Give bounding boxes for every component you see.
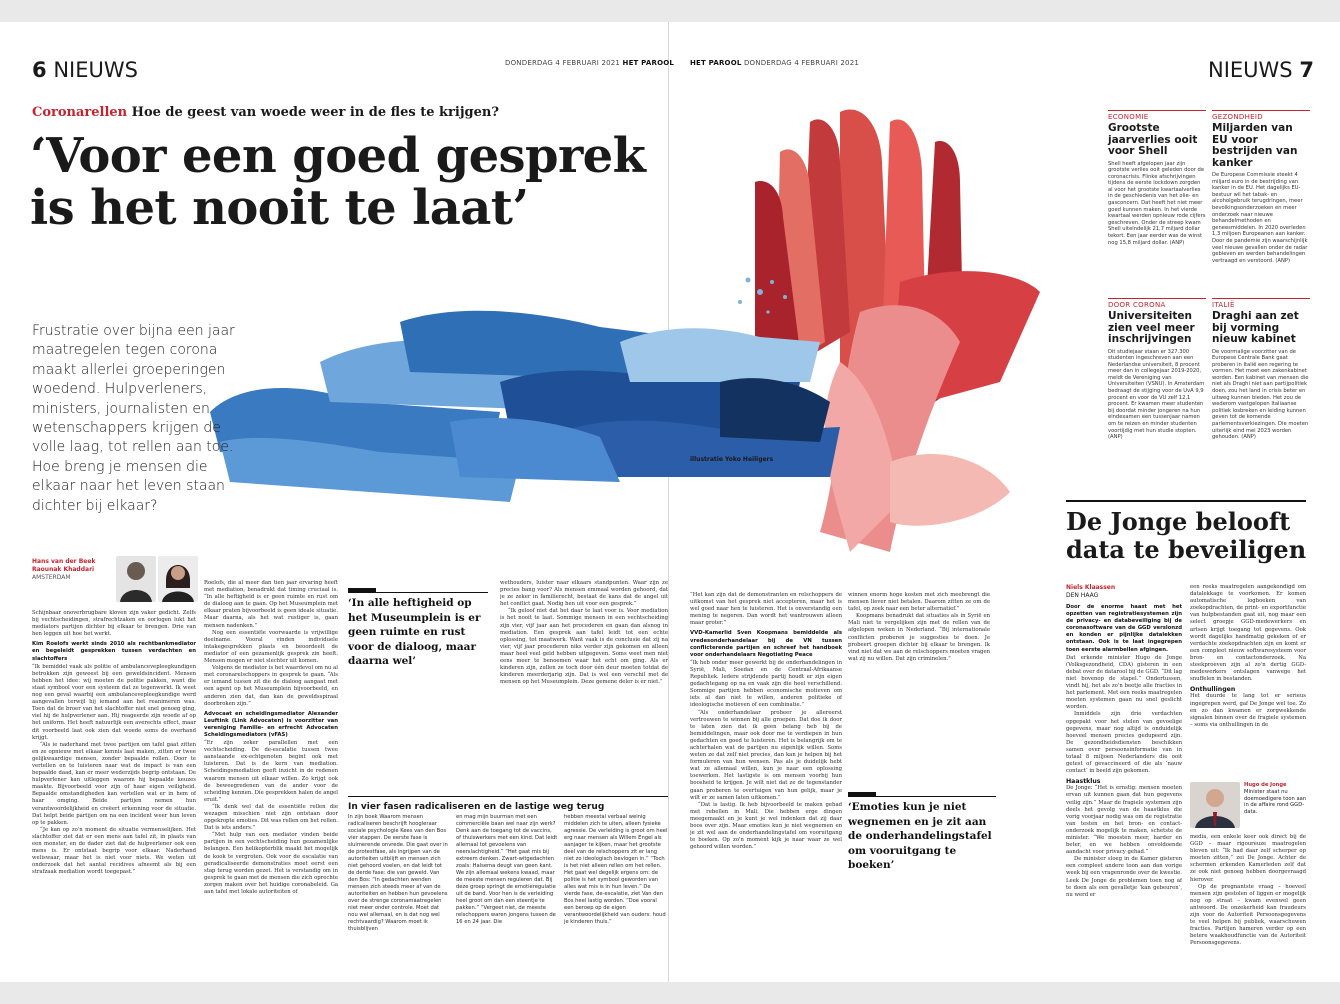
col2-paragraph-6: “Met hulp van een mediator vinden beide partijen in een vechtscheiding hun gezamenlijke belangen. Een helikopterblik maakt het mogelijk de kook te vergroten. Ook voor de escalatie van geradicaliseerde demonstraties moet eerst een stap terug worden gezet. Het is verstandig om in gesprek te gaan met de mensen die zich oprechte zorgen maken over het huidige coronabeleid. Ga aan tafel met lokale autoriteiten of [204,832,338,896]
col2-paragraph-4: “Er zijn zeker parallellen met een vechtscheiding. De de-escalatie tussen twee aanstaande ex-echtgenoten begint ook met luisteren. Dat is de kern van mediation. Scheidingsmediation geeft inzicht in de redenen waarom mensen uit elkaar willen. Zo krijgt ook de beweegredenen van de ander voor de scheiding kennen. Die gesprekken halen de angel eruit.” [204,740,338,803]
news-headline: Draghi aan zet bij vorming nieuw kabinet [1212,310,1299,345]
author-location: AMSTERDAM [32,574,71,581]
article-column-1 [32,610,196,978]
left-date: DONDERDAG 4 FEBRUARI 2021 [505,59,621,67]
col5-paragraph-1: winnen enorm hoge kosten met zich meebrengt die mensen liever niet betalen. Daarom zitten ze om de tafel, op zoek naar een beter alternatief.” [848,592,990,613]
col2-lead: Advocaat en scheidingsmediator Alexander Leuftink (Link Advocaten) is voorzitter van vereniging Familie- en erfrecht Advocaten Scheidingsmediators (vFAS) [204,710,338,738]
quote-1-text: ‘In alle heftigheid op het Museumplein is er geen ruimte en rust voor de dialoog, maar daarna wel’ [348,597,481,667]
col5-paragraph-2: Koopmans benadrukt dat situaties als in Syrië en Mali niet te vergelijken zijn met de rellen van de afgelopen weken in Nederland. “Bij internationale conflicten proberen je suggesties te doen. Je probeert groepen dichter bij elkaar te brengen. Ik vind niet dat we aan de relschoppers moeten vragen wat zij nu willen. Dat zijn criminelen.” [848,613,990,662]
right-date: DONDERDAG 4 FEBRUARI 2021 [743,59,860,67]
col4-paragraph-1: “Het kan zijn dat de demonstranten en relschoppers de uitkomst van het gesprek niet accepteren, maar het is wel goed naar hen te luisteren. Het is onverstandig een mening te negeren. Dan wordt het wantrouwen alleen maar groter.” [690,592,842,627]
col4-paragraph-3: “Als onderhandelaar probeer je allereerst vertrouwen te winnen bij alle groepen. Dat doe ik door te laten zien dat ik geen belang heb bij de bemiddelingen, maar ook door me te verdiepen in hun gedachten en goed te luisteren. Het is belangrijk om te achterhalen wat de partijen nu eigenlijk willen. Soms weten ze dat zelf niet precies, dan kan je helpen bij het formuleren van hun wensen. Pas als je duidelijk hebt wat ze allemaal willen, kun je naar een oplossing toewerken. Het lastigste is om mensen voorbij hun boosheid te krijgen. Je wilt niet dat ze de tegenstander gaan proberen te overtuigen van hun gelijk, maar je wilt er ze samen laten uitkomen.” [690,709,842,801]
author-1: Hans van der Beek [32,558,96,565]
col2-paragraph-2: Nog een essentiële voorwaarde is vrijwillige deelname. Vooral vinden individuele intakegesprekken plaats en beoordeelt de mediator of een gezamenlijk gesprek zin heeft. Mensen mogen er niet slechter uit komen. [204,629,338,665]
de-jonge-photo [1190,782,1240,828]
col4-paragraph-2: “Ik heb onder meer gewerkt bij de onderhandelingen in Syrië, Mali, Soedan en de Centraal-Afrikaanse Republiek. Iedere strijdende partij houdt er zijn eigen gedachtegang op na en vaak zijn die heel verschillend. Sommige partijen hebben economische motieven om iets al dan niet te willen, anderen politieke of ideologische motieven of een combinatie.” [690,659,842,709]
news-item-gezondheid [1212,110,1310,264]
col1-paragraph-1: Schijnbaar onoverbrugbare kloven zijn vaker gedicht. Zelfs bij vechtscheidingen, strafrechtzaken en oorlogen lukt het mediators partijen dichter bij elkaar te brengen. Drie van hen leggen uit hoe het werkt. [32,610,196,638]
col3-paragraph-2: “Ik geloof niet dat het daar te laat voor is. Voor mediation is het nooit te laat. Sommige mensen in een vechtscheiding zijn vier, vijf jaar aan het procederen en gaan dan alsnog in mediation. Een gesprek aan tafel leidt tot een echte oplossing, tot maatwerk. Want vaak is de conclusie dat zij na vier, vijf jaar procederen niks verder zijn gekomen en alleen maar heel veel geld hebben uitgegeven. Soms weet men niet eens meer te benoemen waar het echt om ging. Als er kinderen zijn, zullen ze toch door één deur moeten totdat de kinderen meerderjarig zijn. Dat is wel een verschil met de mensen op het Museumplein. Deze gemene deler is er niet.” [500,608,668,686]
newspaper-spread [0,22,1340,982]
left-page-number [32,58,138,82]
quote-2-text: ‘Emoties kun je niet wegnemen en je zit aan de onderhandelingstafel om vooruitgang te boeken’ [848,801,992,871]
jonge-headline-line-2: data te beveiligen [1066,535,1307,564]
article-column-3 [500,580,668,790]
right-page-number [1208,58,1314,82]
news-body: Dit studiejaar staan er 327.300 studenten ingeschreven aan een Nederlandse universiteit, 8 procent meer dan in collegejaar 2019-2020, meldt de Vereniging van Universiteiten (VSNU). In Amsterdam bedraagt de stijging voor de UvA 9,9 procent en voor de VU zelf 12,1 procent. Er kwamen meer studenten bij doordat minder jongeren na hun eindexamen een tussenjaar namen om te reizen en minder studenten voortijdig met hun studie stopten. (ANP) [1108,348,1205,441]
col1-lead: Kim Roelofs werkt sinds 2010 als rechtbankmediator en begeleidt gesprekken tussen verdachten en slachtoffers [32,641,196,662]
pull-quote-2 [848,796,996,873]
jonge-headline [1066,508,1316,564]
jonge-col2-paragraph-1: een reeks maatregelen aangekondigd om datalekkage te voorkomen. Er komen automatische logboeken van zoekopdrachten, de print- en exportfunctie van hulpbestanden gaat uit, nog maar een select groepje GGD-medewerkers en artsen krijgt toegang tot gegevens. Ook wordt dagelijks handmatig gekeken of er verdachte zoekopdrachten zijn en komt er een compleet nieuw softwaresysteem voor bron- en contactonderzoek. Na steekproeven zijn al zo'n dertig GGD-medewerkers ontslagen vanwege het snuffelen in bestanden. [1190,584,1306,683]
jonge-column-3 [1190,834,1306,978]
col2-paragraph-1: Roelofs, die al meer dan tien jaar ervaring heeft met mediation, benadrukt dat timing cruciaal is. “In alle heftigheid is er geen ruimte en rust om de dialoog aan te gaan. Op het Museumplein met elkaar praten bijvoorbeeld is geen ideale situatie. Maar daarna, als het wat rustiger is, gaan mensen nadenken.” [204,580,338,629]
author-2-photo [158,556,198,602]
blue-hands-group [210,311,840,502]
kicker-text: Hoe de geest van woede weer in de fles te krijgen? [131,105,499,120]
jonge-col2-paragraph-4: Op de pregnantste vraag – hoeveel mensen zijn gestolen of liggen er mogelijk nog op straat – kwam evenwel geen antwoord. De onzekerheid kan fraudeurs zijn voor de Autoriteit Persoonsgegevens te veel helpen bij publiek, waarschuwen fracties. Partijen hameren verder op een betere waakhoudfunctie van de Autoriteit Persoonsgegevens. [1190,883,1306,947]
box-column-2: en mag mijn buurman met een commerciële baan wel naar zijn werk? Denk aan de toegang tot de vaccins, of thuiswerkers met een kind. Dat leidt allemaal tot gevoelens van neerslachtigheid.” “Het gaat mis bij extreem denken. Zwart-witgedachten zoals: Halsema deugt van geen kant. We zijn allemaal wekens kwaad, maar de meeste mensen reguleren dat. Bij deze groep springt de emotieregulatie uit de band. Voor hen is de verleiding heel groot om dan een steentje te pakken.” “Vergeet niet, de meeste relschoppers waren jongens tussen de 16 en 24 jaar. Die [456,814,558,925]
right-page-num: 7 [1299,58,1314,82]
jonge-col1-paragraph-2: Inmiddels zijn drie verdachten opgepakt voor het stelen van gevoelige gegevens, maar nog altijd is onduidelijk hoeveel mensen precies gedupeerd zijn. De gezondheidsdiensten beschikken samen over persoonsinformatie van in totaal 8 miljoen Nederlanders die ooit getest of gevaccineerd of die als ‘nauw contact’ in beeld zijn gekomen. [1066,711,1182,775]
col4-lead: VVD-Kamerlid Sven Koopmans bemiddelde als vredesonderhandelaar bij de VN tussen conflicterende partijen en schreef het handboek voor onderhandelaars Negotiating Peace [690,630,842,658]
illustration-credit: illustratie Yoko Heiligers [690,456,774,463]
jonge-col2-paragraph-2: Het duurde te lang tot er serieus ingegrepen werd, gaf De Jonge wel toe. Zo en zo dan kwamen er zorgwekkende signalen binnen over de fragiele systemen – soms via onthullingen in de [1190,693,1306,728]
news-headline: Universiteiten zien veel meer inschrijvingen [1108,310,1195,345]
quote-bar [348,588,376,592]
jonge-top-rule [1066,500,1306,502]
article-intro: Frustratie over bijna een jaar maatregelen tegen corona maakt allerlei groeperingen woedend. Hulpverleners, ministers, journalisten en wetenschappers krijgen de volle laag, tot rellen aan toe. Hoe breng je mensen die elkaar naar het leven staan dichter bij elkaar? [32,323,235,514]
kicker-label: Coronarellen [32,105,128,120]
author-names [32,558,95,582]
article-column-4 [690,592,842,978]
col1-paragraph-4: “Je kan op zo'n moment de situatie vermenselijken. Het slachtoffer ziet dat er een mens aan tafel zit, in plaats van een monster, en de dader ziet dat de hulpverlener ook een mens is. Er ontstaat begrip voor elkaar. Naderhand weliswaar, maar het is niet voor niets. We weten uit onderzoek dat het aantal recidives afneemt als bij een strafzaak mediation wordt toegepast.” [32,826,196,876]
news-body: De voormalige voorzitter van de Europese Centrale Bank gaat proberen in Italië een regering te vormen. Het moet een zakenkabinet worden. Een kabinet van mensen die niet als Draghi niet aan partijpolitiek doen, zou het land in crisis beter en uitweg kunnen bieden. Het zou de wederom vastgelopen Italiaanse politiek losbreken en leiding kunnen geven tot de komende parlementsverkiezingen. Die moeten uiterlijk eind mei 2023 worden gehouden. (ANP) [1212,348,1309,441]
jonge-byline [1066,584,1115,600]
jonge-column-1 [1066,604,1182,978]
jonge-subhead-1: Haastklus [1066,778,1101,786]
headline-line-2: is het nooit te laat’ [30,180,529,236]
left-page-num: 6 [32,58,47,82]
jonge-col1-paragraph-1: Dat erkende minister Hugo de Jonge (Volksgezondheid, CDA) gisteren in een debat over de datarool bij de GGD. “Dit lag niet bovenop de stapel.” Ondertussen, vindt hij, het als zo'n beetje alle fracties in het parlement. Met een reeks maatregelen moeten systemen gaan nu snel geslicht worden. [1066,654,1182,711]
red-hands-group [755,109,1040,552]
article-column-5 [848,592,990,772]
jonge-column-2 [1190,584,1306,780]
jonge-subhead-2: Onthullingen [1190,686,1236,694]
right-dateline [690,59,859,67]
col2-paragraph-3: Volgens de mediator is het waardevol om nu al met coronarelschoppers in gesprek te gaan. “Als er iemand tussen zit die de dialoog aangaat met een agent op het Museumplein bijvoorbeeld, en anderen zien dat, dan kan de geweldsspiraal doorbroken zijn.” [204,665,338,707]
news-item-italie [1212,298,1310,441]
article-kicker [32,105,499,120]
col1-paragraph-2: “Ik bemiddel vaak als politie of ambulancevepleegkundigen betrokken zijn geweest bij een geweldsincident. Mensen hebben het idee: wij moeten de politie pakken, want die staat symbool voor een systeem dat ze tegenwerkt. Ik weet nog een geval waarbij een ambulancevepleegkundige werd aangevallen terwijl hij iemand aan het reanimeren was. Toen dat de broer van het slachtoffer niet snel genoeg ging, viel hij de hulpverlener aan. Hij reageerde zijn woede af op het uniform. Het heeft natuurlijk een averechts effect, maar dit voorbeeld laat ook zien dat woede soms de overhand krijgt. [32,663,196,741]
jonge-col2-paragraph-3: media, een enkele keer ook direct bij de GGD – maar rigoureuze maatregelen bleven uit: “Ik had daar zelf scherper op moeten zitten,” zei De Jonge. Achter de schermen erkenden Kamerleden zelf dat ze ook niet genoeg hebben doorgevraagd hierover. [1190,834,1306,883]
news-item-economie [1108,110,1206,246]
box-column-1: In zijn boek Waarom mensen radicaliseren beschrijft hoogleraar sociale psychologie Kees van den Bos vier stappen. De eerste fase is sluimerende onvrede. Die gaat over in de protestfase, als ingrijpen van de autoriteiten uitblijft en mensen zich niet gehoord voelen, en dat leidt tot de derde fase: die van geweld. Van den Bos: “In gedachten wenden mensen zich steeds meer af van de autoriteiten en hebben hun gevoelens over de strenge coronamaatregelen niet meer onder controle. Moet dat nou wel allemaal, en is dat nog wel rechtvaardig? Waarom moet ik thuisblijven [348,814,448,932]
news-body: De Europese Commissie steekt 4 miljard euro in de bestrijding van kanker in de EU. Het dagelijks EU-bestuur wil het tabak- en alcoholgebruik terugdringen, meer bevolkingsonderzoeken en meer onderzoek naar nieuwe behandelmethoden en geneesmiddelen. In 2020 overleden 1,3 miljoen Europeanen aan kanker. Door de pandemie zijn waarschijnlijk veel nieuwe gevallen onder de radar gebleven en werden behandelingen vertraagd en verstoord. (ANP) [1212,172,1308,264]
jonge-photo-caption [1190,782,1306,828]
author-1-photo [116,556,156,602]
news-category: ECONOMIE [1108,110,1206,121]
news-body: Shell heeft afgelopen jaar zijn grootste verlies ooit geleden door de coronacrisis. Flinke afschrijvingen tijdens de eerste lockdown zorgden al voor het grootste kwartaalverlies in de geschiedenis van het olie- en gasconcern. Dat heeft het niet meer goed kunnen maken. In het vierde kwartaal werden opnieuw rode cijfers geschreven. Onder de streep kwam Shell uiteindelijk 21,7 miljard dollar tekort. Een jaar eerder was de winst nog 15,8 miljard dollar. (ANP) [1108,160,1206,246]
news-category: ITALIË [1212,298,1310,309]
box-headline: In vier fasen radicaliseren en de lastige weg terug [348,796,668,812]
jonge-col1-paragraph-3: De Jonge: “Het is ernstig: mensen moeten ervan uit kunnen gaan dat hun gegevens veilig zijn.” Maar de fragiele systemen zijn deels het gevolg van de haastklus die vorig voorjaar nodig was om de registratie van testen en het bron- en contact-onderzoek mogelijk te maken, schetste de minister. “We moesten meer, harder en beter, en we hebben onvoldoende aandacht voor privacy gehad.” [1066,785,1182,856]
col4-paragraph-4: “Dat is lastig. Ik heb bijvoorbeeld te maken gehad met rebellen in Mali. Die hebben erge dingen meegemaakt en je kunt je wel indenken dat zij daar boos over zijn. Maar emoties kun je niet wegnemen en je zit wel aan de onderhandelingstafel om vooruitgang te boeken. Op zo'n moment kijk je naar waar ze wel gehoord willen worden.” [690,801,842,851]
news-category: DOOR CORONA [1108,298,1206,309]
caption-body: Minister staat nu doemoedigere toon aan in de affaire rond GGD-data. [1244,788,1307,816]
jonge-col1-paragraph-4: De minister sloeg in de Kamer gisteren een compleet andere toon aan dan vorige week bij een vragenronde over de kwestie. Leek De Jonge de problemen toen nog af te doen als een gevalletje ‘kan gebeuren’, nu werd er [1066,856,1182,898]
left-page-section: NIEUWS [53,58,138,82]
article-column-2 [204,580,338,978]
news-headline: Grootste jaarverlies ooit voor Shell [1108,122,1198,157]
jonge-location: DEN HAAG [1066,592,1099,599]
col3-paragraph-1: wethouders, luister naar elkaars standpunten. Waar zijn ze precies bang voor? Als mensen emmaal worden gehoord, dat je ze zeker in familierecht, bestaat de kans dat de angel uit het conflict gaat. Nodig hen uit voor een gesprek.” [500,580,668,608]
news-category: GEZONDHEID [1212,110,1310,121]
jonge-headline-line-1: De Jonge belooft [1066,507,1291,536]
caption-text [1244,782,1308,816]
author-box [32,556,202,602]
jonge-author: Niels Klaassen [1066,584,1116,591]
news-headline: Miljarden van EU voor bestrijden van kanker [1212,122,1298,169]
author-2: Raounak Khaddari [32,566,95,573]
col1-paragraph-3: “Als ie naderhand met twee partijen om tafel gaat zitten en ze opnieuw met elkaar kennis laat maken, zitten er twee gelijkwaardige mensen, zonder bepaalde rollen. Door te vertellen en te luisteren naar wat de impact is van een bepaalde daad, kan er meer wederzijds begrip ontstaan. De hulpverlener kan uitleggen waarom hij bepaalde keuzes maakte. Bijvoorbeeld voor zijn of haar eigen veiligheid. Bepaalde omstandigheden kan vertellen wat er in hem of haar omging. Beide partijen nemen hun verantwoordelijkheid en creëert erkenning voor de situatie. Dat helpt beide partijen om na een incident weer hun leven op te pakken. [32,741,196,826]
headline-line-1: ‘Voor een goed gesprek [30,128,646,184]
box-column-3: hebben meestal verbaal weinig middelen zich te uiten, alleen fysieke agressie. De verleiding is groot om heel erg naar mensen als Willem Engel als aanjager te kijken, maar het grootste deel van de relschoppers zit er lang niet zo ideologisch bevlogen in.” “Toch is het niet alleen rellen om het rellen. Het gaat wel degelijk ergens om: de politie is het symbool geworden van alles wat mis is in hun leven.” De vierde fase, de-escalatie, ziet Van den Bos heel lastig worden. “Doe vooral een beroep op de eigen verantwoordelijkheid van ouders: houd je kinderen thuis.” [564,814,668,925]
left-dateline [505,59,674,67]
right-page-section: NIEUWS [1208,58,1293,82]
caption-name: Hugo de Jonge [1244,782,1287,788]
jonge-lead: Door de enorme haast met het opzetten van registratiesystemen zijn de privacy- en databeveiliging bij de coronasoftware van de GGD verslonzd en konden er pijnlijke datalekken ontstaan. Ook is te laat ingegrepen toen eerste alarmbellen afgingen. [1066,604,1182,653]
news-item-door-corona [1108,298,1206,441]
pull-quote-1 [348,592,488,669]
right-paper-name: HET PAROOL [690,59,742,67]
main-headline [30,130,670,234]
col2-paragraph-5: “Ik denk wel dat de essentiële rellen die wezagen misschien niet zijn ontstaan door opgekropte emoties. Dit was rellen om het rellen. Dat is iets anders.” [204,803,338,832]
left-paper-name: HET PAROOL [622,59,675,67]
quote-bar-2 [848,792,876,796]
